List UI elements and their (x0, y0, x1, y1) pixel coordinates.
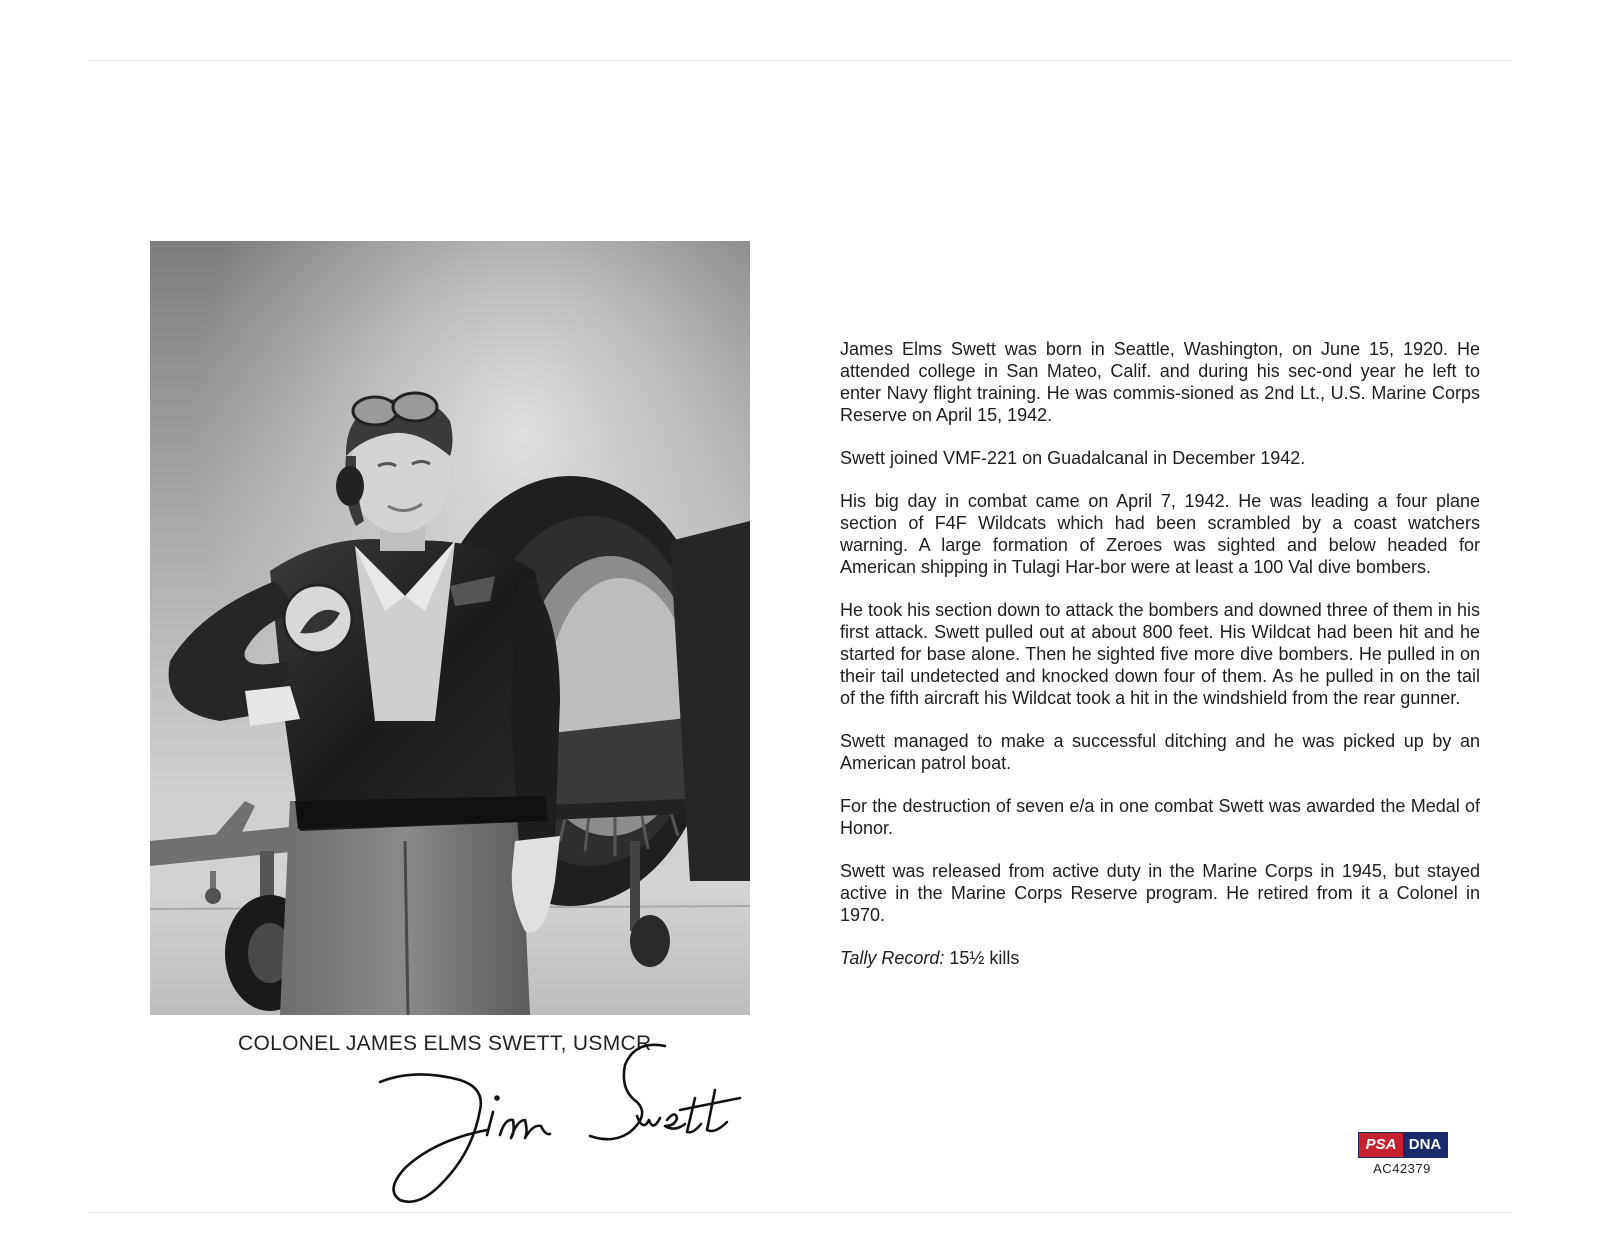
psa-dna-sticker (1358, 1132, 1448, 1176)
pilot-photo (150, 241, 750, 1015)
bio-paragraph-1: James Elms Swett was born in Seattle, Washington, on June 15, 1920. He attended college in San Mateo, Calif. and during his sec-ond year he left to enter Navy flight training. He was commis-sioned as 2nd Lt., U.S. Marine Corps Reserve on April 15, 1942. (840, 339, 1480, 425)
photo-illustration (150, 241, 750, 1015)
bio-paragraph-7: Swett was released from active duty in the Marine Corps in 1945, but stayed active in the Marine Corps Reserve program. He retired from it a Colonel in 1970. (840, 861, 1480, 925)
page-edge-top (88, 60, 1512, 61)
photo-caption: COLONEL JAMES ELMS SWETT, USMCR (238, 1032, 652, 1055)
tally-value: 15½ kills (944, 948, 1020, 968)
bio-paragraph-6: For the destruction of seven e/a in one combat Swett was awarded the Medal of Honor. (840, 796, 1480, 838)
page-edge-bottom (88, 1212, 1512, 1213)
psa-logo-text: PSA (1359, 1133, 1403, 1157)
authentication-code: AC42379 (1373, 1161, 1431, 1176)
psa-dna-logo (1358, 1132, 1448, 1158)
tally-label: Tally Record: (840, 948, 945, 968)
bio-paragraph-2: Swett joined VMF-221 on Guadalcanal in December 1942. (840, 448, 1306, 468)
biography (840, 338, 1480, 969)
bio-paragraph-4: He took his section down to attack the bombers and downed three of them in his first attack. Swett pulled out at about 800 feet. His Wildcat had been hit and he started for base alone. Then he sighted five more dive bombers. He pulled in on their tail undetected and knocked down four of them. As he pulled in on the tail of the fifth aircraft his Wildcat took a hit in the windshield from the rear gunner. (840, 600, 1480, 708)
bio-paragraph-3: His big day in combat came on April 7, 1942. He was leading a four plane section of F4F Wildcats which had been scrambled by a coast watchers warning. A large formation of Zeroes was sighted and below headed for American shipping in Tulagi Har-bor were at least a 100 Val dive bombers. (840, 491, 1480, 577)
signature (375, 1040, 795, 1230)
tally-record (840, 947, 1480, 969)
dna-logo-text: DNA (1403, 1133, 1447, 1157)
bio-paragraph-5: Swett managed to make a successful ditching and he was picked up by an American patrol boat. (840, 731, 1480, 773)
